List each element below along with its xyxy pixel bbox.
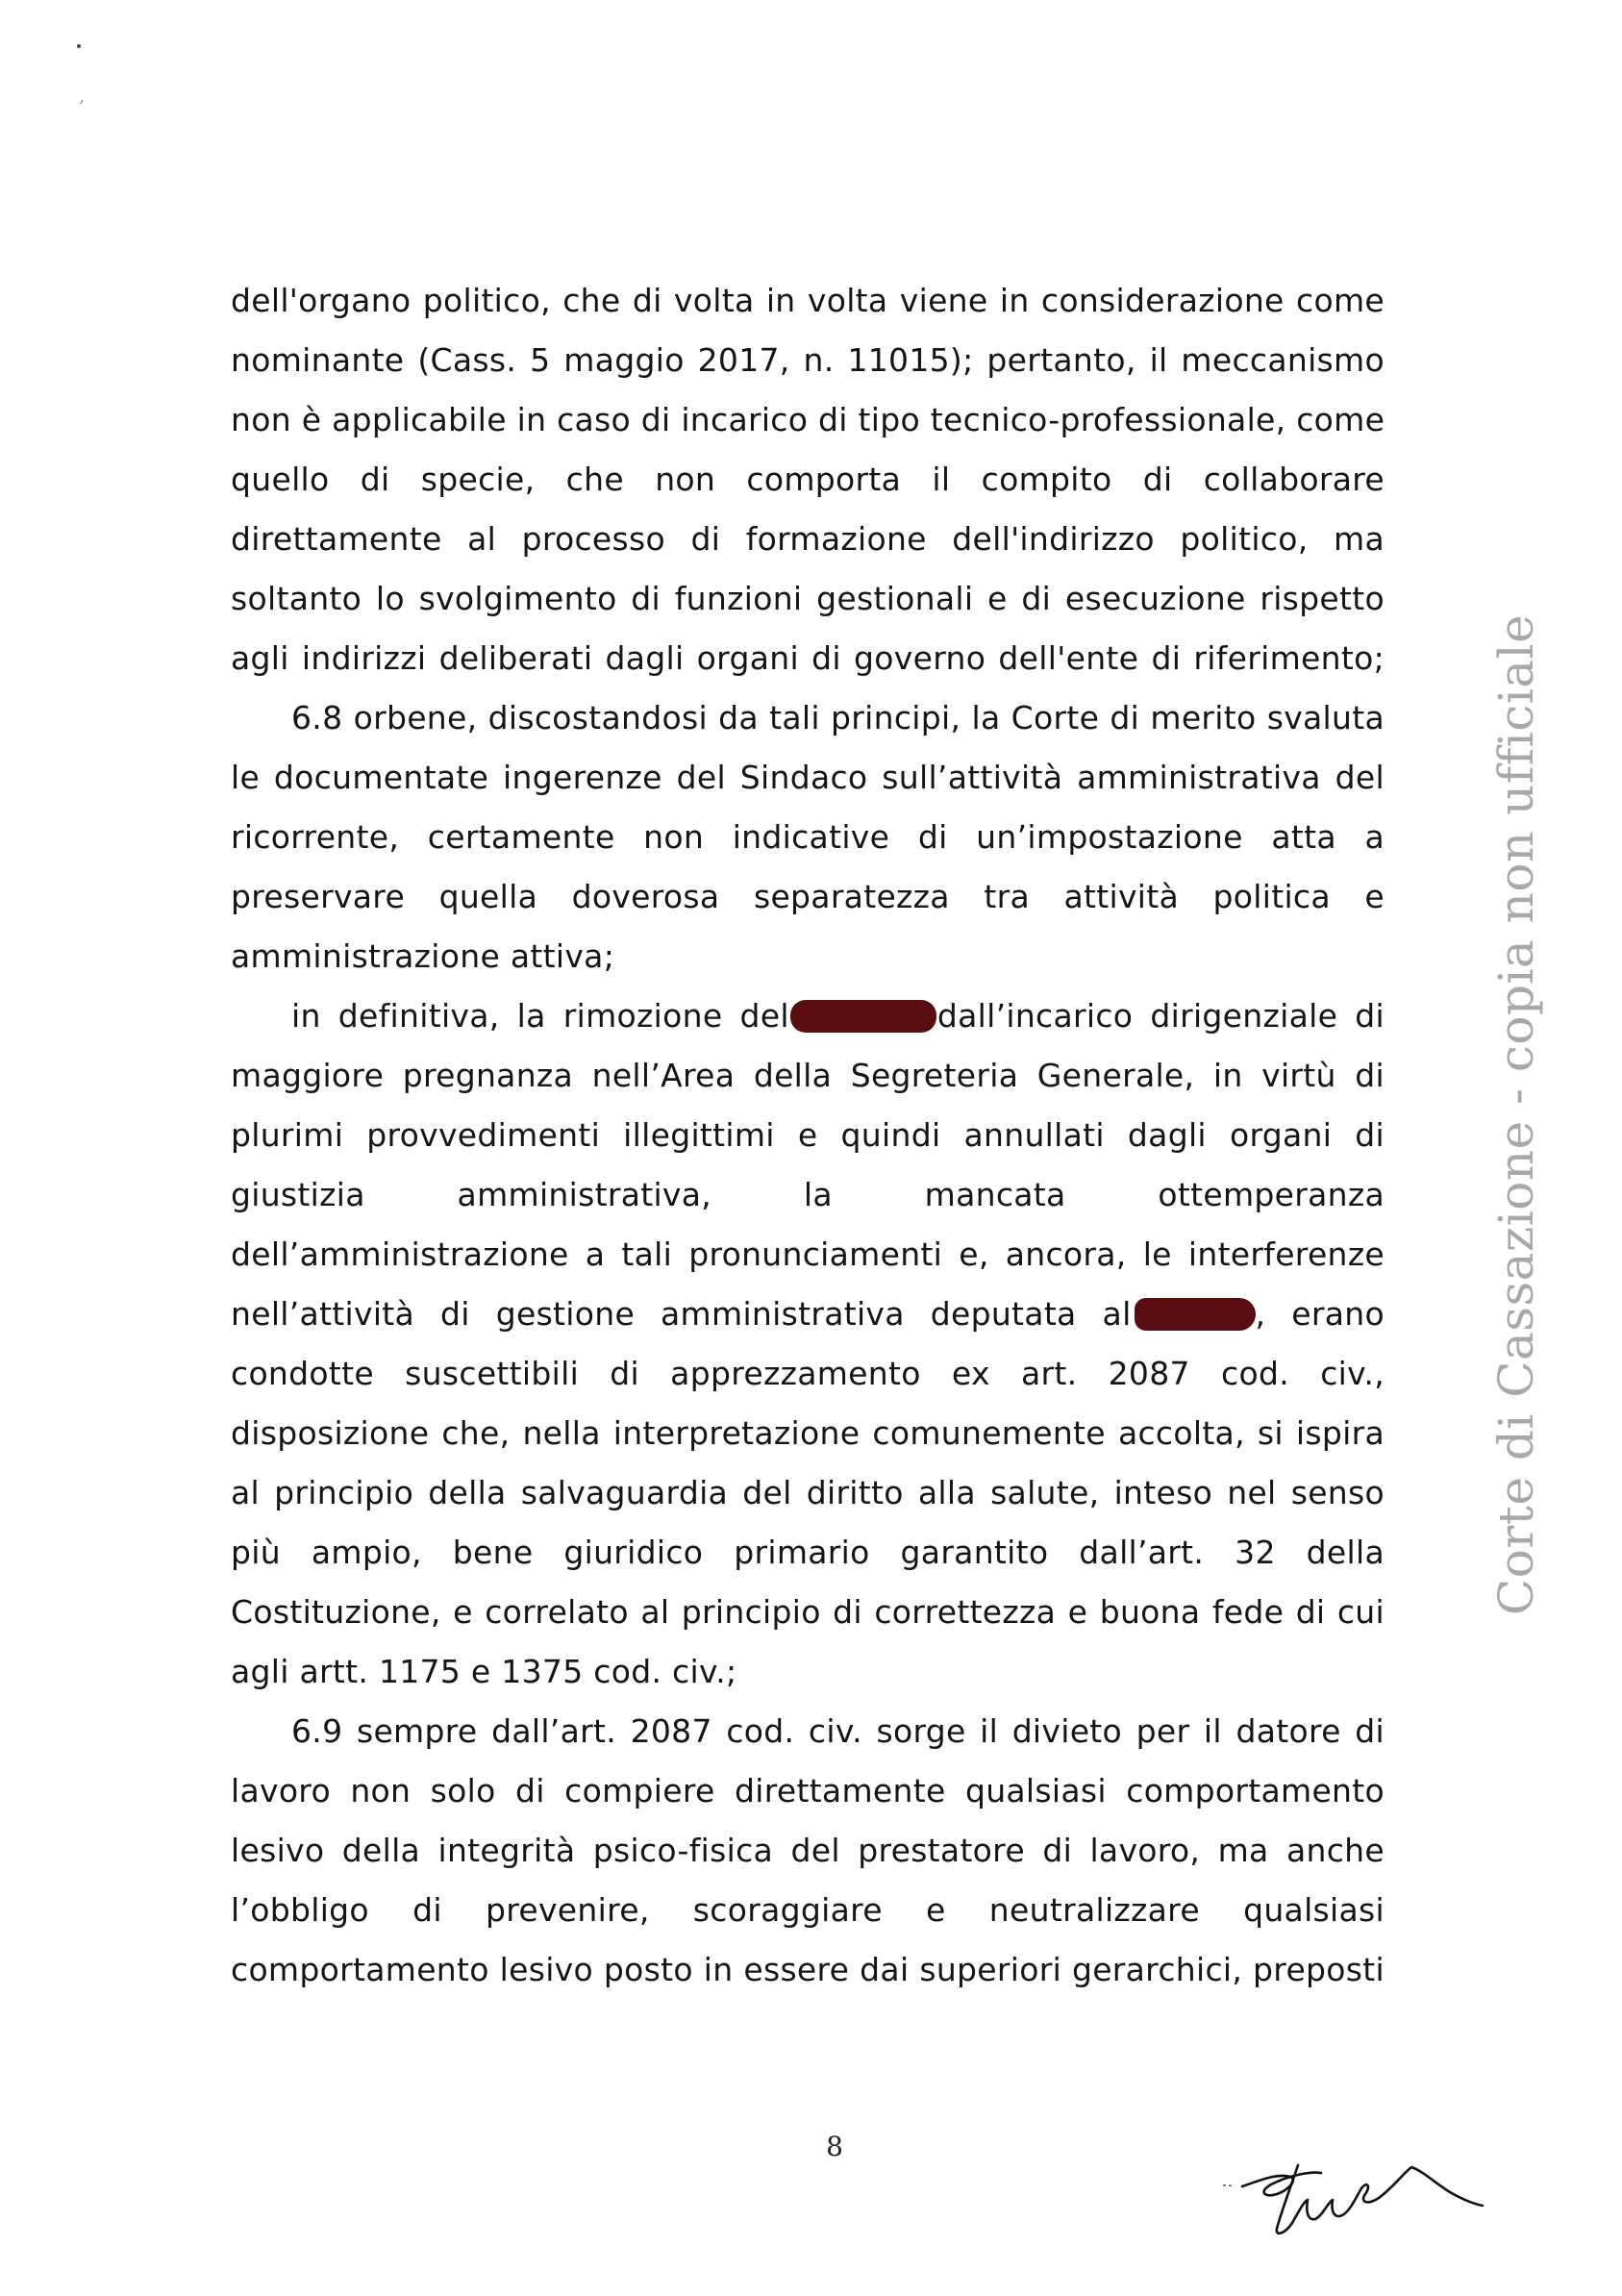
text-line: direttamente al processo di formazione dell'indirizzo politico, ma bbox=[231, 520, 1385, 558]
text-line bbox=[231, 986, 1385, 1046]
text-line: preservare quella doverosa separatezza tra attività politica e bbox=[231, 878, 1385, 915]
text-line: 6.9 sempre dall’art. 2087 cod. civ. sorge il divieto per il datore di bbox=[291, 1712, 1385, 1750]
text-line bbox=[231, 1285, 1385, 1344]
text-segment: , erano bbox=[1255, 1295, 1385, 1333]
text-line: soltanto lo svolgimento di funzioni gestionali e di esecuzione rispetto bbox=[231, 580, 1385, 617]
text-line: nominante (Cass. 5 maggio 2017, n. 11015); pertanto, il meccanismo bbox=[231, 341, 1385, 379]
watermark: Corte di Cassazione - copia non ufficiale bbox=[1488, 613, 1544, 1615]
text-line: agli indirizzi deliberati dagli organi di governo dell'ente di riferimento; bbox=[231, 639, 1385, 677]
scan-speck-mark bbox=[71, 38, 90, 115]
text-line: dell'organo politico, che di volta in volta viene in considerazione come bbox=[231, 282, 1385, 319]
text-line: più ampio, bene giuridico primario garantito dall’art. 32 della bbox=[231, 1534, 1385, 1571]
text-line: dell’amministrazione a tali pronunciamenti e, ancora, le interferenze bbox=[231, 1235, 1385, 1273]
page-number: 8 bbox=[826, 2131, 843, 2162]
text-segment: nell’attività di gestione amministrativa deputata al bbox=[231, 1295, 1132, 1333]
text-line: al principio della salvaguardia del diritto alla salute, inteso nel senso bbox=[231, 1474, 1385, 1511]
body-text bbox=[231, 271, 1385, 2000]
signature-icon bbox=[1221, 2144, 1510, 2250]
text-line: amministrazione attiva; bbox=[231, 937, 615, 975]
text-line: comportamento lesivo posto in essere dai superiori gerarchici, preposti bbox=[231, 1951, 1385, 1988]
text-line: ricorrente, certamente non indicative di un’impostazione atta a bbox=[231, 818, 1385, 856]
text-segment: dall’incarico dirigenziale di bbox=[936, 997, 1385, 1035]
text-line: giustizia amministrativa, la mancata ottemperanza bbox=[231, 1176, 1385, 1213]
text-line: l’obbligo di prevenire, scoraggiare e neutralizzare qualsiasi bbox=[231, 1891, 1385, 1929]
text-line: lesivo della integrità psico-fisica del prestatore di lavoro, ma anche bbox=[231, 1832, 1385, 1869]
text-line: disposizione che, nella interpretazione comunemente accolta, si ispira bbox=[231, 1414, 1385, 1452]
redaction-mark bbox=[1135, 1298, 1256, 1331]
text-line: Costituzione, e correlato al principio di correttezza e buona fede di cui bbox=[231, 1593, 1385, 1631]
text-line: 6.8 orbene, discostandosi da tali principi, la Corte di merito svaluta bbox=[291, 699, 1385, 736]
text-line: non è applicabile in caso di incarico di tipo tecnico-professionale, come bbox=[231, 401, 1385, 438]
text-line: agli artt. 1175 e 1375 cod. civ.; bbox=[231, 1653, 737, 1690]
text-line: le documentate ingerenze del Sindaco sull’attività amministrativa del bbox=[231, 759, 1385, 796]
text-line: maggiore pregnanza nell’Area della Segreteria Generale, in virtù di bbox=[231, 1057, 1385, 1094]
text-segment: in definitiva, la rimozione del bbox=[291, 997, 789, 1035]
text-line: condotte suscettibili di apprezzamento ex art. 2087 cod. civ., bbox=[231, 1355, 1385, 1392]
text-line: quello di specie, che non comporta il compito di collaborare bbox=[231, 461, 1385, 498]
text-line: lavoro non solo di compiere direttamente qualsiasi comportamento bbox=[231, 1772, 1385, 1809]
redaction-mark bbox=[790, 1000, 936, 1033]
text-line: plurimi provvedimenti illegittimi e quindi annullati dagli organi di bbox=[231, 1116, 1385, 1154]
